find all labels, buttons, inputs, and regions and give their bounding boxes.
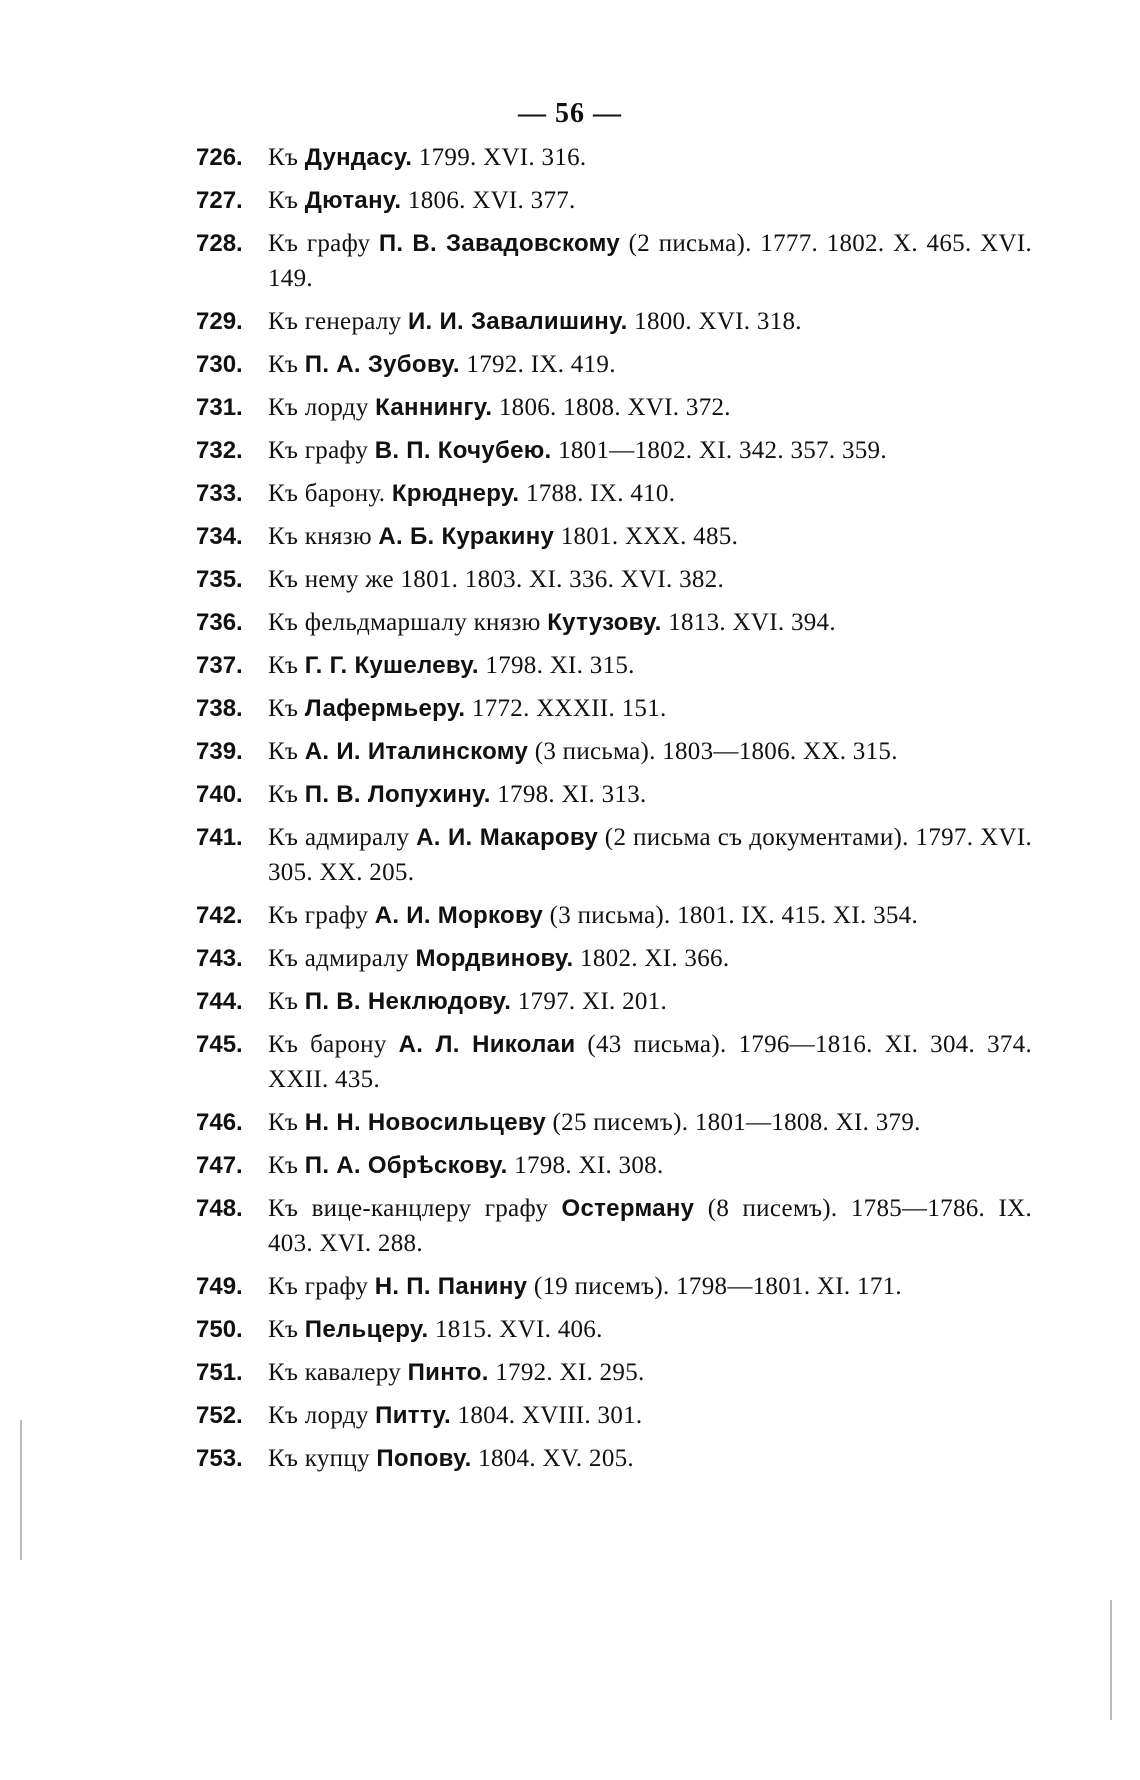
entry-number: 753.	[196, 1445, 243, 1472]
entry-text	[268, 1191, 1032, 1261]
entry-text-part: Къ	[268, 1152, 305, 1179]
entry-735	[196, 562, 1032, 597]
entry-text-part: Къ фельдмаршалу князю	[268, 609, 548, 636]
entry-text-part: 1806. 1808. XVI. 372.	[492, 394, 731, 421]
entry-732	[196, 433, 1032, 468]
entry-text-part: 1788. IX. 410.	[519, 480, 676, 507]
addressee-name: И. И. Завалишину.	[408, 308, 628, 335]
entry-731	[196, 390, 1032, 425]
entry-text-part: Къ	[268, 1316, 305, 1343]
entry-text-part: 1802. XI. 366.	[573, 945, 730, 972]
entry-text-part: Къ	[268, 781, 305, 808]
entry-text-part: Къ лорду	[268, 394, 376, 421]
entry-text-part: Къ	[268, 988, 305, 1015]
entry-text-part: 1806. XVI. 377.	[401, 187, 576, 214]
entry-text	[268, 820, 1032, 890]
entry-739	[196, 734, 1032, 769]
scan-margin-line	[1110, 1600, 1112, 1720]
entry-753	[196, 1441, 1032, 1476]
entry-text-part: 1799. XVI. 316.	[412, 144, 587, 171]
entry-number: 752.	[196, 1402, 243, 1429]
entry-text-part: Къ вице-канцлеру графу	[268, 1195, 562, 1222]
entry-734	[196, 519, 1032, 554]
entry-text	[268, 648, 1032, 683]
entry-text-part: 1772. XXXII. 151.	[465, 695, 667, 722]
entry-740	[196, 777, 1032, 812]
entry-number: 734.	[196, 523, 243, 550]
entry-text	[268, 390, 1032, 425]
addressee-name: П. В. Завадовскому	[378, 230, 621, 257]
addressee-name: Лафермьеру.	[304, 695, 466, 722]
addressee-name: П. А. Зубову.	[304, 351, 460, 378]
entry-text-part: 1804. XVIII. 301.	[451, 1402, 643, 1429]
entry-text-part: Къ барону	[268, 1031, 399, 1058]
entry-726	[196, 140, 1032, 175]
entry-text	[268, 1355, 1032, 1390]
entry-730	[196, 347, 1032, 382]
entry-text	[268, 1312, 1032, 1347]
entry-text	[268, 1441, 1032, 1476]
entry-727	[196, 183, 1032, 218]
entry-text	[268, 304, 1032, 339]
entry-text-part: 1800. XVI. 318.	[627, 308, 802, 335]
addressee-name: Г. Г. Кушелеву.	[304, 652, 479, 679]
entry-745	[196, 1027, 1032, 1097]
entry-text	[268, 476, 1032, 511]
addressee-name: Н. П. Панину	[374, 1273, 528, 1300]
entry-text-part: 1798. XI. 315.	[478, 652, 635, 679]
entry-text-part: 1801. XXX. 485.	[554, 523, 739, 550]
addressee-name: В. П. Кочубею.	[374, 437, 552, 464]
entry-number: 729.	[196, 308, 243, 335]
entry-number: 727.	[196, 187, 243, 214]
entry-text	[268, 984, 1032, 1019]
entry-text-part: 1798. XI. 313.	[490, 781, 647, 808]
entry-text-part: 1798. XI. 308.	[507, 1152, 664, 1179]
addressee-name: Мордвинову.	[415, 945, 574, 972]
entry-text	[268, 734, 1032, 769]
entry-number: 726.	[196, 144, 243, 171]
entry-text-part: Къ	[268, 738, 305, 765]
addressee-name: Н. Н. Новосильцеву	[304, 1109, 546, 1136]
entry-text-part: Къ князю	[268, 523, 379, 550]
entry-text-part: Къ адмиралу	[268, 945, 416, 972]
entry-number: 732.	[196, 437, 243, 464]
entry-text-part: Къ	[268, 144, 305, 171]
entry-text-part: 1815. XVI. 406.	[428, 1316, 603, 1343]
entry-747	[196, 1148, 1032, 1183]
entry-text	[268, 433, 1032, 468]
entry-number: 739.	[196, 738, 243, 765]
scan-margin-line	[20, 1420, 22, 1560]
entry-text-part: (25 писемъ). 1801—1808. XI. 379.	[545, 1109, 921, 1136]
entry-text-part: Къ кавалеру	[268, 1359, 408, 1386]
entry-text-part: (2 письма). 1777. 1802. X. 465. XVI. 149.	[268, 230, 1032, 292]
entry-text-part: 1804. XV. 205.	[471, 1445, 634, 1472]
entry-number: 749.	[196, 1273, 243, 1300]
addressee-name: П. В. Лопухину.	[304, 781, 491, 808]
entry-738	[196, 691, 1032, 726]
entry-number: 731.	[196, 394, 243, 421]
entry-text	[268, 347, 1032, 382]
entry-749	[196, 1269, 1032, 1304]
entry-text-part: (43 письма). 1796—1816. XI. 304. 374. XXII. 435.	[268, 1031, 1033, 1093]
entry-text-part: (8 писемъ). 1785—1786. IX. 403. XVI. 288.	[268, 1195, 1032, 1257]
entry-text-part: 1813. XVI. 394.	[661, 609, 836, 636]
entry-text	[268, 1148, 1032, 1183]
addressee-name: Попову.	[376, 1445, 472, 1472]
entry-text-part: Къ лорду	[268, 1402, 376, 1429]
entry-text	[268, 562, 1032, 597]
entry-733	[196, 476, 1032, 511]
entry-text-part: (2 письма съ документами). 1797. XVI. 305. XX. 205.	[268, 824, 1032, 886]
addressee-name: Дютану.	[304, 187, 402, 214]
entry-number: 751.	[196, 1359, 243, 1386]
entry-text	[268, 1105, 1032, 1140]
entry-text-part: 1792. XI. 295.	[488, 1359, 645, 1386]
entry-text-part: Къ графу	[268, 1273, 375, 1300]
entry-number: 744.	[196, 988, 243, 1015]
entry-742	[196, 898, 1032, 933]
entry-number: 738.	[196, 695, 243, 722]
entry-text	[268, 226, 1032, 296]
entry-750	[196, 1312, 1032, 1347]
entry-text-part: Къ	[268, 652, 305, 679]
entry-text-part: (3 письма). 1801. IX. 415. XI. 354.	[543, 902, 919, 929]
entry-text	[268, 605, 1032, 640]
entry-text-part: (3 письма). 1803—1806. XX. 315.	[528, 738, 898, 765]
entry-748	[196, 1191, 1032, 1261]
addressee-name: Каннингу.	[375, 394, 493, 421]
entry-736	[196, 605, 1032, 640]
entry-list	[196, 140, 1032, 1484]
entry-number: 737.	[196, 652, 243, 679]
addressee-name: А. И. Италинскому	[304, 738, 529, 765]
entry-752	[196, 1398, 1032, 1433]
entry-text-part: Къ адмиралу	[268, 824, 417, 851]
entry-number: 741.	[196, 824, 243, 851]
entry-737	[196, 648, 1032, 683]
entry-text-part: Къ купцу	[268, 1445, 377, 1472]
entry-text-part: Къ графу	[268, 902, 375, 929]
entry-text-part: Къ	[268, 187, 305, 214]
addressee-name: А. И. Моркову	[374, 902, 544, 929]
entry-number: 733.	[196, 480, 243, 507]
entry-746	[196, 1105, 1032, 1140]
addressee-name: А. Л. Николаи	[398, 1031, 576, 1058]
entry-729	[196, 304, 1032, 339]
entry-text-part: Къ	[268, 351, 305, 378]
entry-text	[268, 898, 1032, 933]
entry-751	[196, 1355, 1032, 1390]
addressee-name: П. А. Обрѣскову.	[304, 1152, 508, 1179]
entry-743	[196, 941, 1032, 976]
entry-744	[196, 984, 1032, 1019]
entry-number: 728.	[196, 230, 243, 257]
entry-text-part: 1792. IX. 419.	[459, 351, 616, 378]
entry-text	[268, 1269, 1032, 1304]
entry-number: 743.	[196, 945, 243, 972]
entry-text-part: Къ барону.	[268, 480, 392, 507]
addressee-name: А. И. Макарову	[416, 824, 598, 851]
addressee-name: Дундасу.	[304, 144, 413, 171]
entry-text	[268, 777, 1032, 812]
entry-text	[268, 140, 1032, 175]
entry-text-part: Къ нему же 1801. 1803. XI. 336. XVI. 382.	[268, 566, 725, 593]
entry-number: 736.	[196, 609, 243, 636]
entry-number: 748.	[196, 1195, 243, 1222]
addressee-name: Остерману	[561, 1195, 695, 1222]
entry-text-part: Къ	[268, 695, 305, 722]
entry-text-part: Къ генералу	[268, 308, 408, 335]
addressee-name: Кутузову.	[547, 609, 662, 636]
entry-741	[196, 820, 1032, 890]
entry-text-part: Къ графу	[268, 437, 375, 464]
entry-number: 730.	[196, 351, 243, 378]
addressee-name: П. В. Неклюдову.	[304, 988, 512, 1015]
entry-number: 747.	[196, 1152, 243, 1179]
entry-number: 750.	[196, 1316, 243, 1343]
entry-number: 740.	[196, 781, 243, 808]
entry-text-part: (19 писемъ). 1798—1801. XI. 171.	[527, 1273, 902, 1300]
entry-number: 735.	[196, 566, 243, 593]
entry-number: 745.	[196, 1031, 243, 1058]
entry-text	[268, 941, 1032, 976]
entry-text	[268, 1398, 1032, 1433]
entry-text	[268, 183, 1032, 218]
addressee-name: Пинто.	[407, 1359, 489, 1386]
entry-728	[196, 226, 1032, 296]
page-number: — 56 —	[518, 98, 622, 129]
entry-text-part: 1801—1802. XI. 342. 357. 359.	[551, 437, 887, 464]
entry-text-part: Къ графу	[268, 230, 379, 257]
entry-text-part: 1797. XI. 201.	[511, 988, 668, 1015]
addressee-name: Питту.	[375, 1402, 451, 1429]
entry-text	[268, 1027, 1032, 1097]
entry-text	[268, 519, 1032, 554]
addressee-name: Пельцеру.	[304, 1316, 429, 1343]
entry-text	[268, 691, 1032, 726]
addressee-name: Крюднеру.	[391, 480, 520, 507]
addressee-name: А. Б. Куракину	[378, 523, 555, 550]
entry-number: 742.	[196, 902, 243, 929]
entry-number: 746.	[196, 1109, 243, 1136]
entry-text-part: Къ	[268, 1109, 305, 1136]
